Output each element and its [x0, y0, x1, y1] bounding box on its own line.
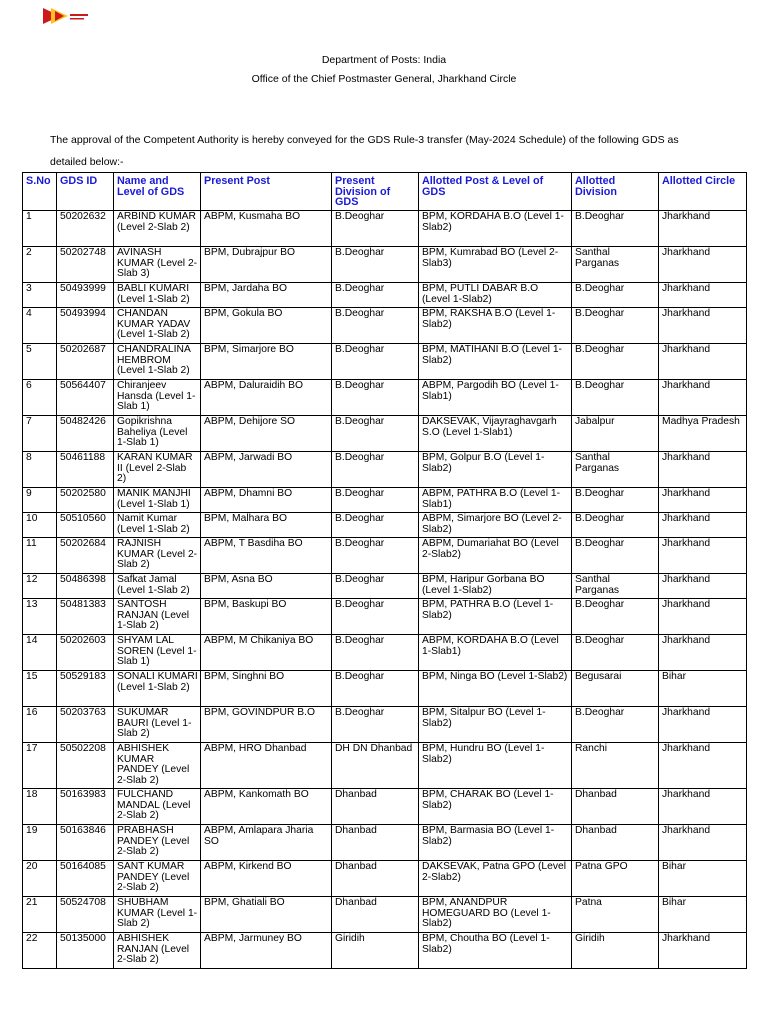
gds-id-cell: 50502208 [57, 743, 114, 789]
allotted-post-cell: ABPM, PATHRA B.O (Level 1-Slab1) [419, 488, 572, 513]
table-row [23, 789, 747, 825]
allotted-division-cell: B.Deoghar [572, 599, 659, 635]
allotted-post-cell: BPM, PUTLI DABAR B.O (Level 1-Slab2) [419, 283, 572, 308]
sno-cell: 15 [23, 671, 57, 707]
allotted-post-cell: BPM, Hundru BO (Level 1-Slab2) [419, 743, 572, 789]
gds-id-cell: 50202580 [57, 488, 114, 513]
name-cell: Safkat Jamal (Level 1-Slab 2) [114, 574, 201, 599]
present-division-cell: B.Deoghar [332, 211, 419, 247]
allotted-division-cell: B.Deoghar [572, 344, 659, 380]
table-row [23, 897, 747, 933]
name-cell: CHANDRALINA HEMBROM (Level 1-Slab 2) [114, 344, 201, 380]
table-row [23, 743, 747, 789]
sno-cell: 20 [23, 861, 57, 897]
present-post-cell: BPM, Malhara BO [201, 513, 332, 538]
sno-cell: 17 [23, 743, 57, 789]
sno-cell: 14 [23, 635, 57, 671]
name-cell: Chiranjeev Hansda (Level 1-Slab 1) [114, 380, 201, 416]
name-cell: SANT KUMAR PANDEY (Level 2-Slab 2) [114, 861, 201, 897]
table-row [23, 574, 747, 599]
present-post-cell: BPM, Simarjore BO [201, 344, 332, 380]
gds-id-cell: 50482426 [57, 416, 114, 452]
gds-id-cell: 50524708 [57, 897, 114, 933]
allotted-post-cell: DAKSEVAK, Patna GPO (Level 2-Slab2) [419, 861, 572, 897]
allotted-post-cell: ABPM, KORDAHA B.O (Level 1-Slab1) [419, 635, 572, 671]
intro-paragraph [50, 130, 740, 173]
gds-id-cell: 50135000 [57, 933, 114, 969]
table-row [23, 211, 747, 247]
allotted-division-cell: Jabalpur [572, 416, 659, 452]
table-row [23, 861, 747, 897]
allotted-post-cell: BPM, RAKSHA B.O (Level 1-Slab2) [419, 308, 572, 344]
gds-id-cell: 50529183 [57, 671, 114, 707]
gds-id-cell: 50510560 [57, 513, 114, 538]
gds-id-cell: 50486398 [57, 574, 114, 599]
allotted-division-cell: B.Deoghar [572, 283, 659, 308]
allotted-post-cell: BPM, KORDAHA B.O (Level 1-Slab2) [419, 211, 572, 247]
allotted-circle-cell: Jharkhand [659, 743, 747, 789]
sno-cell: 10 [23, 513, 57, 538]
sno-cell: 5 [23, 344, 57, 380]
allotted-division-cell: B.Deoghar [572, 538, 659, 574]
allotted-division-cell: Santhal Parganas [572, 574, 659, 599]
name-cell: ABHISHEK RANJAN (Level 2-Slab 2) [114, 933, 201, 969]
name-cell: Gopikrishna Baheliya (Level 1-Slab 1) [114, 416, 201, 452]
gds-id-cell: 50202684 [57, 538, 114, 574]
present-division-cell: B.Deoghar [332, 416, 419, 452]
name-cell: AVINASH KUMAR (Level 2-Slab 3) [114, 247, 201, 283]
present-post-cell: BPM, Gokula BO [201, 308, 332, 344]
name-cell: FULCHAND MANDAL (Level 2-Slab 2) [114, 789, 201, 825]
table-row [23, 513, 747, 538]
sno-cell: 11 [23, 538, 57, 574]
gds-id-cell: 50202748 [57, 247, 114, 283]
allotted-post-cell: ABPM, Simarjore BO (Level 2-Slab2) [419, 513, 572, 538]
allotted-circle-cell: Jharkhand [659, 211, 747, 247]
column-header: Allotted Division [572, 173, 659, 211]
present-post-cell: ABPM, Amlapara Jharia SO [201, 825, 332, 861]
present-division-cell: B.Deoghar [332, 513, 419, 538]
column-header: Allotted Post & Level of GDS [419, 173, 572, 211]
allotted-circle-cell: Jharkhand [659, 635, 747, 671]
allotted-circle-cell: Jharkhand [659, 707, 747, 743]
allotted-post-cell: BPM, Ninga BO (Level 1-Slab2) [419, 671, 572, 707]
allotted-division-cell: Dhanbad [572, 825, 659, 861]
allotted-division-cell: Patna GPO [572, 861, 659, 897]
sno-cell: 16 [23, 707, 57, 743]
name-cell: RAJNISH KUMAR (Level 2-Slab 2) [114, 538, 201, 574]
name-cell: ARBIND KUMAR (Level 2-Slab 2) [114, 211, 201, 247]
allotted-circle-cell: Jharkhand [659, 574, 747, 599]
present-division-cell: B.Deoghar [332, 574, 419, 599]
allotted-circle-cell: Jharkhand [659, 380, 747, 416]
sno-cell: 7 [23, 416, 57, 452]
table-row [23, 488, 747, 513]
present-post-cell: ABPM, Kusmaha BO [201, 211, 332, 247]
column-header: Name and Level of GDS [114, 173, 201, 211]
gds-id-cell: 50461188 [57, 452, 114, 488]
allotted-circle-cell: Bihar [659, 861, 747, 897]
allotted-post-cell: ABPM, Pargodih BO (Level 1-Slab1) [419, 380, 572, 416]
column-header: S.No [23, 173, 57, 211]
allotted-post-cell: BPM, Golpur B.O (Level 1-Slab2) [419, 452, 572, 488]
name-cell: PRABHASH PANDEY (Level 2-Slab 2) [114, 825, 201, 861]
present-division-cell: B.Deoghar [332, 452, 419, 488]
allotted-circle-cell: Jharkhand [659, 308, 747, 344]
present-post-cell: BPM, Baskupi BO [201, 599, 332, 635]
present-post-cell: ABPM, T Basdiha BO [201, 538, 332, 574]
intro-line-1: The approval of the Competent Authority is hereby conveyed for the GDS Rule-3 transfer (May-2024 Schedule) of the following GDS as [50, 134, 679, 146]
allotted-division-cell: B.Deoghar [572, 308, 659, 344]
allotted-circle-cell: Jharkhand [659, 488, 747, 513]
allotted-circle-cell: Jharkhand [659, 538, 747, 574]
present-division-cell: B.Deoghar [332, 283, 419, 308]
present-post-cell: ABPM, HRO Dhanbad [201, 743, 332, 789]
allotted-division-cell: B.Deoghar [572, 211, 659, 247]
sno-cell: 3 [23, 283, 57, 308]
sno-cell: 22 [23, 933, 57, 969]
india-post-logo-icon [40, 4, 94, 34]
allotted-post-cell: BPM, Kumrabad BO (Level 2-Slab3) [419, 247, 572, 283]
present-division-cell: DH DN Dhanbad [332, 743, 419, 789]
sno-cell: 8 [23, 452, 57, 488]
allotted-division-cell: Patna [572, 897, 659, 933]
gds-id-cell: 50493999 [57, 283, 114, 308]
name-cell: CHANDAN KUMAR YADAV (Level 1-Slab 2) [114, 308, 201, 344]
present-division-cell: B.Deoghar [332, 599, 419, 635]
name-cell: ABHISHEK KUMAR PANDEY (Level 2-Slab 2) [114, 743, 201, 789]
present-division-cell: Giridih [332, 933, 419, 969]
allotted-post-cell: BPM, MATIHANI B.O (Level 1-Slab2) [419, 344, 572, 380]
sno-cell: 12 [23, 574, 57, 599]
sno-cell: 13 [23, 599, 57, 635]
table-row [23, 283, 747, 308]
allotted-division-cell: Dhanbad [572, 789, 659, 825]
allotted-post-cell: BPM, ANANDPUR HOMEGUARD BO (Level 1-Slab2) [419, 897, 572, 933]
present-post-cell: BPM, Ghatiali BO [201, 897, 332, 933]
present-post-cell: BPM, Singhni BO [201, 671, 332, 707]
allotted-circle-cell: Jharkhand [659, 452, 747, 488]
allotted-division-cell: B.Deoghar [572, 380, 659, 416]
sno-cell: 2 [23, 247, 57, 283]
present-division-cell: B.Deoghar [332, 707, 419, 743]
name-cell: SANTOSH RANJAN (Level 1-Slab 2) [114, 599, 201, 635]
gds-id-cell: 50203763 [57, 707, 114, 743]
present-division-cell: B.Deoghar [332, 635, 419, 671]
table-row [23, 599, 747, 635]
allotted-circle-cell: Bihar [659, 897, 747, 933]
table-row [23, 707, 747, 743]
present-division-cell: B.Deoghar [332, 380, 419, 416]
present-division-cell: B.Deoghar [332, 488, 419, 513]
table-row [23, 538, 747, 574]
present-post-cell: ABPM, Jarmuney BO [201, 933, 332, 969]
present-post-cell: BPM, Dubrajpur BO [201, 247, 332, 283]
column-header: Present Division of GDS [332, 173, 419, 211]
sno-cell: 6 [23, 380, 57, 416]
name-cell: MANIK MANJHI (Level 1-Slab 1) [114, 488, 201, 513]
present-post-cell: BPM, Jardaha BO [201, 283, 332, 308]
present-post-cell: BPM, Asna BO [201, 574, 332, 599]
intro-line-2: detailed below:- [50, 155, 124, 168]
allotted-post-cell: DAKSEVAK, Vijayraghavgarh S.O (Level 1-Slab1) [419, 416, 572, 452]
allotted-division-cell: B.Deoghar [572, 513, 659, 538]
gds-id-cell: 50202687 [57, 344, 114, 380]
allotted-division-cell: Santhal Parganas [572, 247, 659, 283]
department-title: Department of Posts: India [321, 54, 447, 66]
present-division-cell: B.Deoghar [332, 247, 419, 283]
gds-id-cell: 50163846 [57, 825, 114, 861]
name-cell: Namit Kumar (Level 1-Slab 2) [114, 513, 201, 538]
allotted-circle-cell: Jharkhand [659, 283, 747, 308]
sno-cell: 9 [23, 488, 57, 513]
present-division-cell: B.Deoghar [332, 671, 419, 707]
gds-id-cell: 50493994 [57, 308, 114, 344]
gds-id-cell: 50164085 [57, 861, 114, 897]
sno-cell: 1 [23, 211, 57, 247]
table-row [23, 308, 747, 344]
allotted-circle-cell: Jharkhand [659, 344, 747, 380]
allotted-division-cell: Giridih [572, 933, 659, 969]
table-header-row [23, 173, 747, 211]
allotted-division-cell: Begusarai [572, 671, 659, 707]
allotted-division-cell: B.Deoghar [572, 707, 659, 743]
name-cell: KARAN KUMAR II (Level 2-Slab 2) [114, 452, 201, 488]
present-post-cell: ABPM, Dehijore SO [201, 416, 332, 452]
present-post-cell: ABPM, Dhamni BO [201, 488, 332, 513]
allotted-circle-cell: Jharkhand [659, 933, 747, 969]
name-cell: BABLI KUMARI (Level 1-Slab 2) [114, 283, 201, 308]
allotted-post-cell: BPM, CHARAK BO (Level 1-Slab2) [419, 789, 572, 825]
sno-cell: 21 [23, 897, 57, 933]
allotted-post-cell: BPM, Choutha BO (Level 1-Slab2) [419, 933, 572, 969]
sno-cell: 4 [23, 308, 57, 344]
allotted-circle-cell: Jharkhand [659, 789, 747, 825]
name-cell: SHUBHAM KUMAR (Level 1-Slab 2) [114, 897, 201, 933]
sno-cell: 19 [23, 825, 57, 861]
allotted-post-cell: BPM, Haripur Gorbana BO (Level 1-Slab2) [419, 574, 572, 599]
allotted-post-cell: BPM, PATHRA B.O (Level 1-Slab2) [419, 599, 572, 635]
present-division-cell: Dhanbad [332, 825, 419, 861]
present-division-cell: Dhanbad [332, 897, 419, 933]
table-row [23, 380, 747, 416]
present-division-cell: Dhanbad [332, 861, 419, 897]
present-division-cell: B.Deoghar [332, 538, 419, 574]
present-division-cell: B.Deoghar [332, 308, 419, 344]
allotted-division-cell: B.Deoghar [572, 488, 659, 513]
present-post-cell: ABPM, Jarwadi BO [201, 452, 332, 488]
table-row [23, 344, 747, 380]
allotted-division-cell: B.Deoghar [572, 635, 659, 671]
allotted-division-cell: Ranchi [572, 743, 659, 789]
allotted-division-cell: Santhal Parganas [572, 452, 659, 488]
table-row [23, 416, 747, 452]
allotted-post-cell: BPM, Sitalpur BO (Level 1-Slab2) [419, 707, 572, 743]
column-header: GDS ID [57, 173, 114, 211]
allotted-circle-cell: Jharkhand [659, 247, 747, 283]
column-header: Allotted Circle [659, 173, 747, 211]
table-row [23, 671, 747, 707]
table-row [23, 247, 747, 283]
allotted-post-cell: ABPM, Dumariahat BO (Level 2-Slab2) [419, 538, 572, 574]
table-row [23, 452, 747, 488]
table-row [23, 635, 747, 671]
table-row [23, 933, 747, 969]
allotted-circle-cell: Jharkhand [659, 513, 747, 538]
gds-id-cell: 50564407 [57, 380, 114, 416]
present-post-cell: ABPM, Daluraidih BO [201, 380, 332, 416]
present-post-cell: BPM, GOVINDPUR B.O [201, 707, 332, 743]
allotted-circle-cell: Jharkhand [659, 599, 747, 635]
present-division-cell: Dhanbad [332, 789, 419, 825]
present-post-cell: ABPM, M Chikaniya BO [201, 635, 332, 671]
column-header: Present Post [201, 173, 332, 211]
allotted-circle-cell: Jharkhand [659, 825, 747, 861]
present-post-cell: ABPM, Kirkend BO [201, 861, 332, 897]
gds-transfer-table [22, 172, 747, 969]
gds-id-cell: 50202632 [57, 211, 114, 247]
allotted-post-cell: BPM, Barmasia BO (Level 1-Slab2) [419, 825, 572, 861]
allotted-circle-cell: Bihar [659, 671, 747, 707]
sno-cell: 18 [23, 789, 57, 825]
gds-id-cell: 50163983 [57, 789, 114, 825]
gds-id-cell: 50481383 [57, 599, 114, 635]
office-title: Office of the Chief Postmaster General, Jharkhand Circle [251, 73, 517, 85]
allotted-circle-cell: Madhya Pradesh [659, 416, 747, 452]
name-cell: SHYAM LAL SOREN (Level 1-Slab 1) [114, 635, 201, 671]
present-division-cell: B.Deoghar [332, 344, 419, 380]
table-row [23, 825, 747, 861]
name-cell: SUKUMAR BAURI (Level 1-Slab 2) [114, 707, 201, 743]
name-cell: SONALI KUMARI (Level 1-Slab 2) [114, 671, 201, 707]
present-post-cell: ABPM, Kankomath BO [201, 789, 332, 825]
gds-id-cell: 50202603 [57, 635, 114, 671]
